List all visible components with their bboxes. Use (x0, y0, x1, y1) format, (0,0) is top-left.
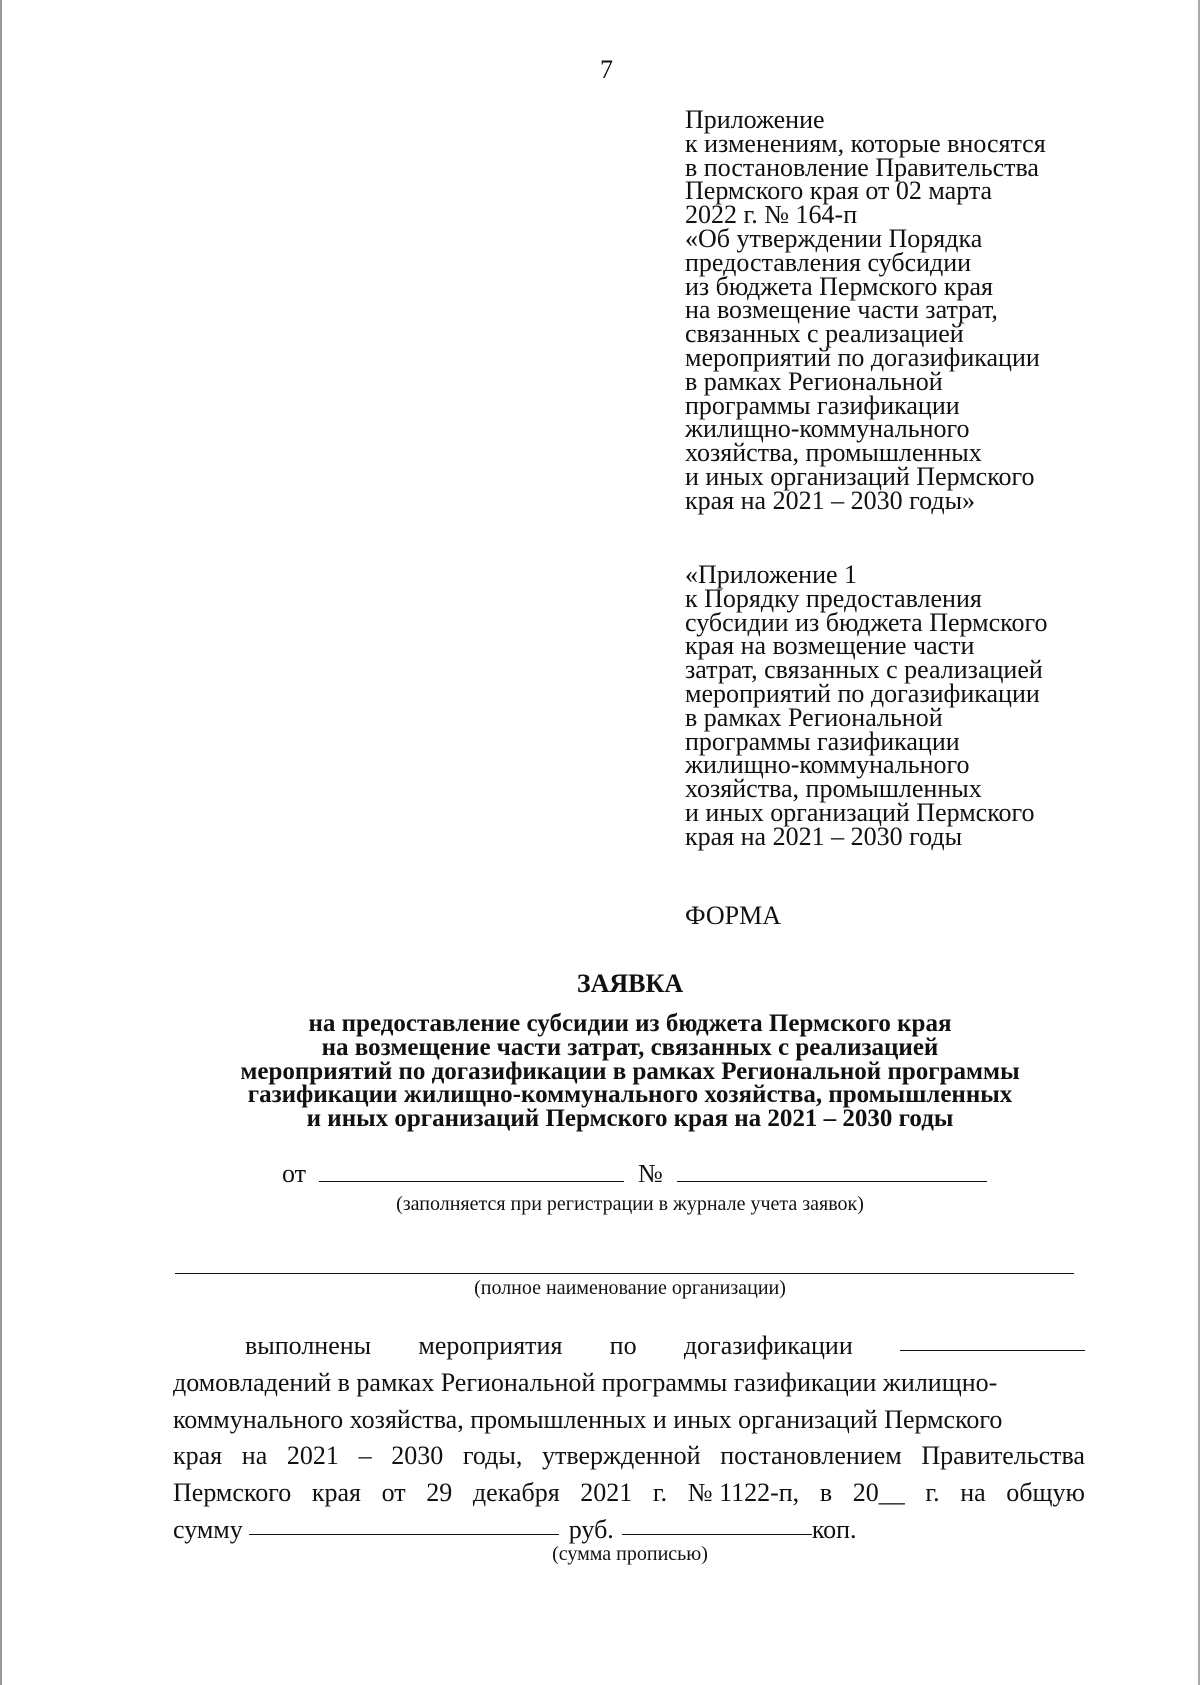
body-word: по (609, 1331, 637, 1360)
body-word: края (173, 1441, 223, 1470)
body-word: годы, (462, 1441, 523, 1470)
appendix-1-line: затрат, связанных с реализацией (685, 655, 1043, 685)
body-text: домовладений в рамках Региональной программы газификации жилищно- (173, 1368, 998, 1397)
rub-label: руб. (568, 1515, 614, 1544)
number-label: № (638, 1159, 663, 1188)
sum-label: сумму (173, 1515, 243, 1544)
application-subtitle (0, 1012, 1200, 1131)
subtitle-line: газификации жилищно-коммунального хозяйства, промышленных (247, 1081, 1013, 1109)
appendix-note-line: к изменениям, которые вносятся (685, 128, 1046, 158)
sum-rub-field[interactable] (249, 1516, 559, 1535)
subtitle-line: на возмещение части затрат, связанных с реализацией (321, 1033, 939, 1061)
appendix-1-line: края на возмещение части (685, 631, 975, 661)
appendix-1-line: к Порядку предоставления (685, 583, 982, 613)
body-word: 2030 (391, 1441, 444, 1470)
appendix-note-line: края на 2021 – 2030 годы» (685, 485, 976, 515)
appendix-1-line: программы газификации (685, 726, 960, 756)
appendix-note-line: хозяйства, промышленных (685, 438, 982, 468)
page-number: 7 (600, 55, 613, 84)
scan-edge-left (0, 0, 2, 1685)
households-count-field[interactable] (900, 1332, 1085, 1351)
body-word: постановлением (720, 1441, 902, 1470)
body-line (173, 1406, 1085, 1434)
subtitle-line: мероприятий по догазификации в рамках Региональной программы (240, 1057, 1020, 1085)
body-line (173, 1332, 1085, 1360)
body-word: края (311, 1478, 362, 1507)
appendix-note-line: и иных организаций Пермского (685, 461, 1035, 491)
appendix-1-line: мероприятий по догазификации (685, 678, 1040, 708)
body-word: № 1122-п, (687, 1478, 800, 1507)
body-word: мероприятия (418, 1331, 563, 1360)
appendix-1-line: края на 2021 – 2030 годы (685, 821, 963, 851)
appendix-note-line: программы газификации (685, 390, 960, 420)
appendix-note-line: связанных с реализацией (685, 319, 964, 349)
organization-name-field[interactable] (175, 1273, 1074, 1274)
kop-label: коп. (811, 1515, 857, 1544)
body-word: Пермского (173, 1478, 292, 1507)
registration-line (282, 1160, 987, 1188)
appendix-note (685, 105, 1105, 515)
body-word: догазификации (683, 1331, 853, 1360)
appendix-note-line: «Об утверждении Порядка (685, 223, 983, 253)
sum-line (173, 1516, 1085, 1544)
registration-hint: (заполняется при регистрации в журнале учета заявок) (396, 1193, 864, 1215)
body-line (173, 1479, 1085, 1507)
body-word: г. (652, 1478, 668, 1507)
appendix-note-line: Пермского края от 02 марта (685, 176, 993, 206)
body-word: утвержденной (542, 1441, 701, 1470)
appendix-1-line: хозяйства, промышленных (685, 774, 982, 804)
appendix-1-line: субсидии из бюджета Пермского (685, 607, 1048, 637)
appendix-note-line: мероприятий по догазификации (685, 342, 1040, 372)
number-field[interactable] (677, 1163, 987, 1182)
body-word: 29 (426, 1478, 453, 1507)
appendix-1-note (685, 560, 1105, 851)
body-line (173, 1369, 1085, 1397)
body-text: коммунального хозяйства, промышленных и иных организаций Пермского (173, 1405, 1003, 1434)
appendix-note-line: на возмещение части затрат, (685, 295, 998, 325)
appendix-note-line: в постановление Правительства (685, 152, 1039, 182)
appendix-1-line: в рамках Региональной (685, 702, 943, 732)
appendix-note-line: жилищно-коммунального (685, 414, 970, 444)
subtitle-line: и иных организаций Пермского края на 2021 – 2030 годы (306, 1105, 954, 1133)
sum-hint: (сумма прописью) (552, 1543, 708, 1565)
body-word: на (960, 1478, 986, 1507)
appendix-note-line: 2022 г. № 164-п (685, 200, 858, 230)
year-field[interactable]: 20__ (852, 1478, 905, 1507)
appendix-1-line: «Приложение 1 (685, 560, 858, 589)
body-word: выполнены (245, 1331, 372, 1360)
application-title: ЗАЯВКА (576, 969, 684, 998)
body-word: – (358, 1441, 372, 1470)
appendix-note-line: Приложение (685, 105, 825, 134)
organization-hint: (полное наименование организации) (474, 1277, 786, 1299)
appendix-1-line: жилищно-коммунального (685, 750, 970, 780)
subtitle-line: на предоставление субсидии из бюджета Пермского края (308, 1010, 952, 1037)
body-word: общую (1006, 1478, 1085, 1507)
form-label: ФОРМА (685, 901, 781, 930)
sum-kop-field[interactable] (622, 1516, 812, 1535)
body-word: на (241, 1441, 268, 1470)
body-word: в (819, 1478, 833, 1507)
appendix-note-line: из бюджета Пермского края (685, 271, 994, 301)
date-field[interactable] (319, 1163, 624, 1182)
body-line (173, 1442, 1085, 1470)
appendix-note-line: в рамках Региональной (685, 366, 943, 396)
body-word: 2021 (580, 1478, 633, 1507)
appendix-note-line: предоставления субсидии (685, 247, 972, 277)
body-word: 2021 (286, 1441, 339, 1470)
body-word: г. (925, 1478, 940, 1507)
appendix-1-line: и иных организаций Пермского (685, 797, 1035, 827)
body-word: от (381, 1478, 406, 1507)
body-word: декабря (472, 1478, 560, 1507)
body-word: Правительства (921, 1441, 1085, 1470)
date-label: от (282, 1159, 307, 1188)
